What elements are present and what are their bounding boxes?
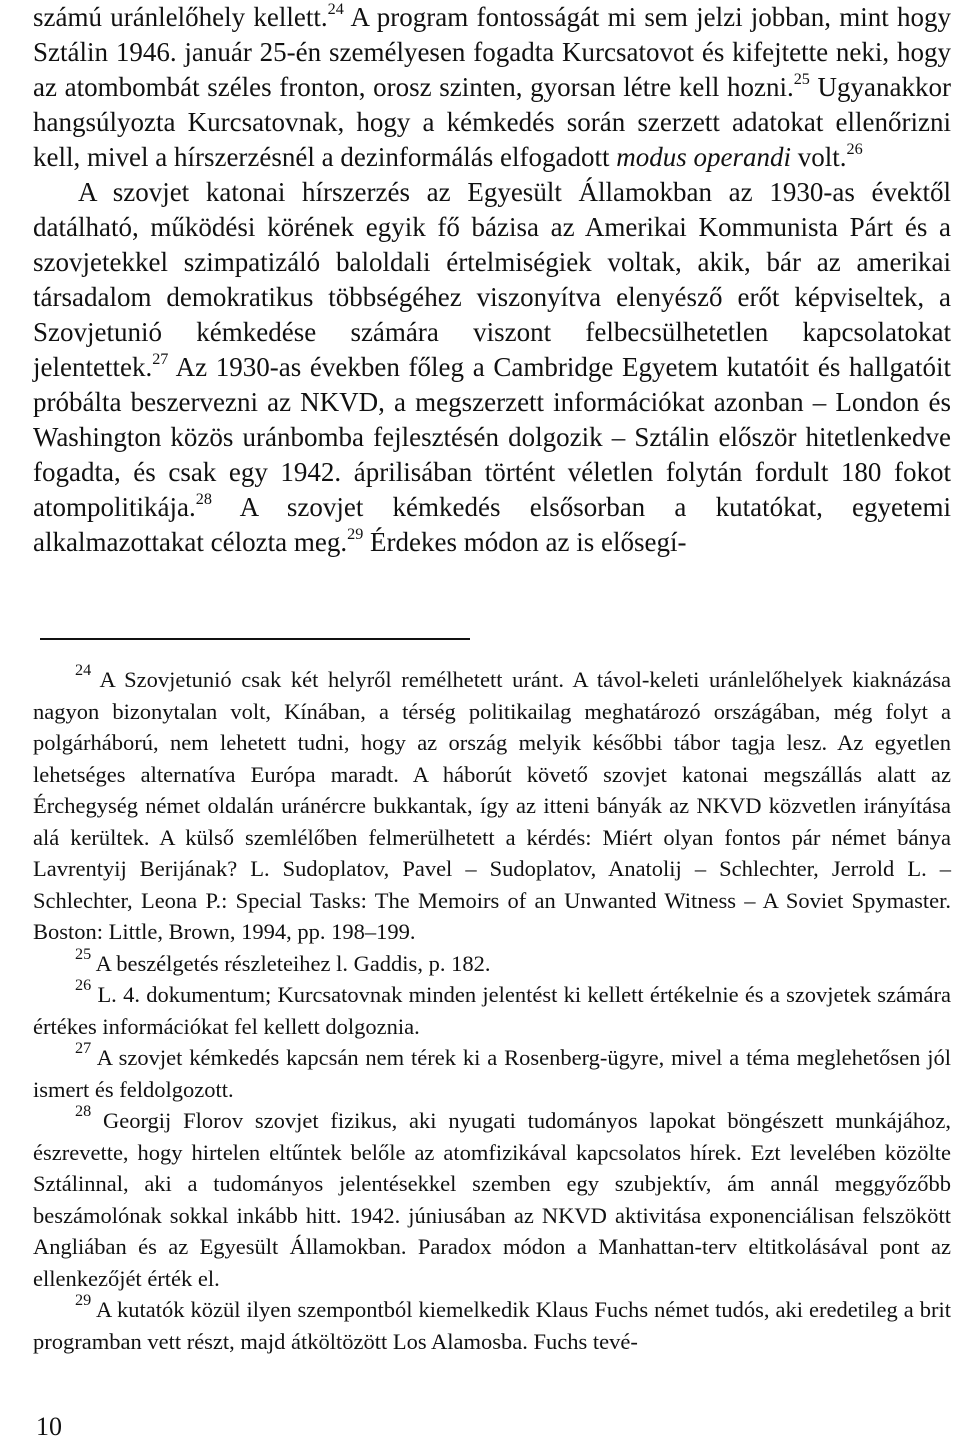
footnote-text: A kutatók közül ilyen szempontból kiemelkedik Klaus Fuchs német tudós, aki eredetileg a brit programban vett részt, majd átköltözött Los Alamosba. Fuchs tevé- [33, 1297, 951, 1354]
text-span: A szovjet kémkedés elsősorban a kutatókat, egyetemi alkalmazottakat célozta meg. [33, 492, 951, 557]
footnote-ref-24: 24 [327, 0, 344, 18]
footnote-ref-26: 26 [846, 139, 863, 158]
footnote-number: 25 [75, 944, 92, 963]
text-span: számú uránlelőhely kellett. [33, 2, 328, 32]
text-span: Ugyanakkor hangsúlyozta Kurcsatovnak, hogy a kémkedés során szerzett adatokat ellenőrizni kell, mivel a hírszerzésnél a dezinformálás elfogadott [33, 72, 951, 172]
paragraph-2 [33, 175, 951, 560]
footnotes [33, 660, 951, 1357]
footnote-text: L. 4. dokumentum; Kurcsatovnak minden jelentést ki kellett értékelnie és a szovjetek számára értékes információkat fel kellett dolgoznia. [33, 982, 951, 1039]
footnote-text: Georgij Florov szovjet fizikus, aki nyugati tudományos lapokat böngészett munkájához, észrevette, hogy hirtelen eltűntek belőle az atomfizikával kapcsolatos hírek. Ezt levelében közölte Sztálinnal, aki a tudományos jelentésekkel szemben egy szubjektív, ám annál meggyőzőbb beszámolónak sokkal inkább hitt. 1942. júniusában az NKVD aktivitása exponenciálisan felszökött Angliában és az Egyesült Államokban. Paradox módon a Manhattan-terv eltitkolásával pont az ellenkezőjét érték el. [33, 1108, 951, 1291]
footnote-number: 26 [75, 975, 92, 994]
main-text [33, 0, 951, 560]
footnote-separator [40, 638, 470, 640]
footnote-27 [33, 1038, 951, 1105]
text-span: Az 1930-as években főleg a Cambridge Egyetem kutatóit és hallgatóit próbálta beszervezni az NKVD, a megszerzett információkat azonban – London és Washington közös uránbomba fejlesztésén dolgozik – Sztálin először hitetlenkedve fogadta, és csak egy 1942. áprilisában történt véletlen folytán fordult 180 fokot atompolitikája. [33, 352, 951, 522]
text-span: Érdekes módon az is elősegí- [363, 527, 687, 557]
footnote-26 [33, 975, 951, 1042]
footnote-ref-27: 27 [152, 349, 169, 368]
italic-term: modus operandi [616, 142, 792, 172]
footnote-ref-28: 28 [195, 489, 212, 508]
footnote-25 [33, 944, 951, 980]
footnote-24 [33, 660, 951, 948]
footnote-ref-29: 29 [347, 524, 364, 543]
footnote-number: 28 [75, 1101, 92, 1120]
paragraph-1 [33, 0, 951, 175]
footnote-ref-25: 25 [793, 69, 810, 88]
footnote-28 [33, 1101, 951, 1294]
footnote-text: A beszélgetés részleteihez l. Gaddis, p. 182. [91, 950, 491, 976]
footnote-text: A szovjet kémkedés kapcsán nem térek ki a Rosenberg-ügyre, mivel a téma meglehetősen jól ismert és feldolgozott. [33, 1045, 951, 1102]
footnote-number: 27 [75, 1038, 92, 1057]
text-span: A szovjet katonai hírszerzés az Egyesült Államokban az 1930-as évektől datálható, működési körének egyik fő bázisa az Amerikai Kommunista Párt és a szovjetekkel szimpatizáló baloldali értelmiségiek voltak, akik, bár az amerikai társadalom demokratikus többségéhez viszonyítva elenyésző erőt képviseltek, a Szovjetunió kémkedése számára viszont felbecsülhetetlen kapcsolatokat jelentettek. [33, 177, 951, 382]
footnote-number: 29 [75, 1290, 92, 1309]
footnote-text: A Szovjetunió csak két helyről remélhetett uránt. A távol-keleti uránlelőhelyek kiaknázása nagyon bizonytalan volt, Kínában, a térség politikailag meghatározó országában, még folyt a polgárháború, nem lehetett tudni, hogy az ország melyik későbbi tábor tagja lesz. Az egyetlen lehetséges alternatíva Európa maradt. A háborút követő szovjet katonai megszállás alatt az Érchegység német oldalán uránércre bukkantak, így az itteni bányák az NKVD közvetlen irányítása alá kerültek. A külső szemlélőben felmerülhetett a kérdés: Miért olyan fontos pár német bánya Lavrentyij Berijának? L. Sudoplatov, Pavel – Sudoplatov, Anatolij – Schlechter, Jerrold L. – Schlechter, Leona P.: Special Tasks: The Memoirs of an Unwanted Witness – A Soviet Spymaster. Boston: Little, Brown, 1994, pp. 198–199. [33, 667, 951, 944]
text-span: volt. [791, 142, 847, 172]
footnote-29 [33, 1290, 951, 1357]
text-span: A program fontosságát mi sem jelzi jobban, mint hogy Sztálin 1946. január 25-én személyesen fogadta Kurcsatovot és kifejtette neki, hogy az atombombát széles fronton, orosz szinten, gyorsan létre kell hozni. [33, 2, 952, 102]
page-number: 10 [36, 1412, 62, 1441]
footnote-number: 24 [75, 660, 92, 679]
